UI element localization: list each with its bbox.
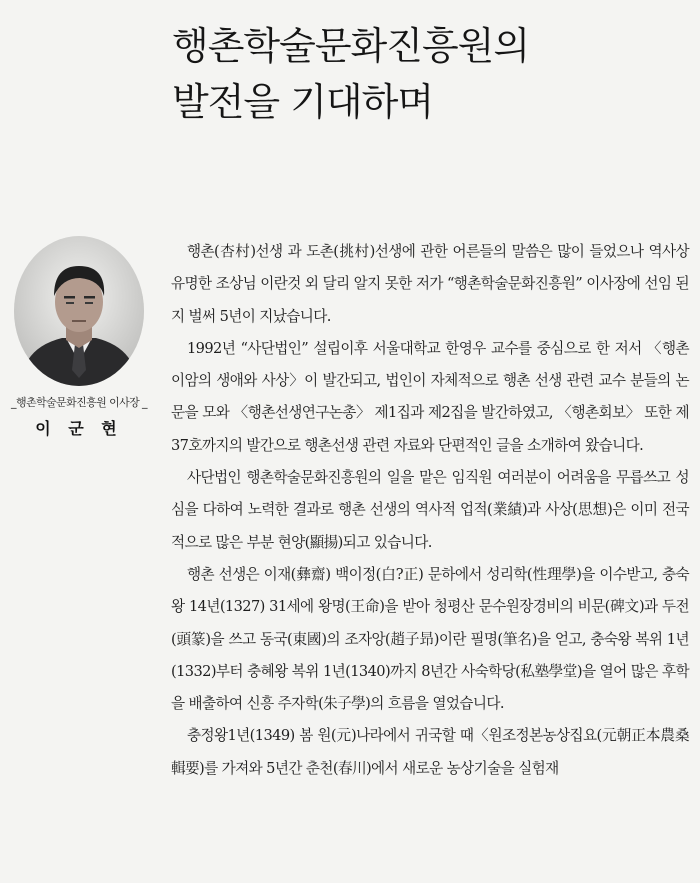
- portrait-illustration: [14, 236, 144, 386]
- paragraph: 1992년 “사단법인” 설립이후 서울대학교 한영우 교수를 중심으로 한 저서 〈행촌 이암의 생애와 사상〉이 발간되고, 법인이 자체적으로 행촌 선생 관련 교수 분들의 논문을 모와 〈행촌선생연구논총〉 제1집과 제2집을 발간하였고, 〈행촌회보〉 또한 제37호까지의 발간으로 행촌선생 관련 자료와 단편적인 글을 소개하여 왔습니다.: [171, 339, 689, 454]
- paragraph: 행촌 선생은 이재(彝齋) 백이정(白?正) 문하에서 성리학(性理學)을 이수받고, 충숙왕 14년(1327) 31세에 왕명(王命)을 받아 청평산 문수원장경비의 비문(碑文)과 두전(頭篆)을 쓰고 동국(東國)의 조자앙(趙子昻)이란 필명(筆名)을 얻고, 충숙왕 복위 1년(1332)부터 충혜왕 복위 1년(1340)까지 8년간 사숙학당(私塾學堂)을 열어 많은 후학을 배출하여 신흥 주자학(朱子學)의 흐름을 열었습니다.: [171, 565, 689, 713]
- paragraph: 사단법인 행촌학술문화진흥원의 일을 맡은 임직원 여러분이 어려움을 무릅쓰고 성심을 다하여 노력한 결과로 행촌 선생의 역사적 업적(業績)과 사상(思想)은 이미 전국적으로 많은 부분 현양(顯揚)되고 있습니다.: [171, 469, 689, 551]
- author-block: [0, 236, 158, 439]
- author-name: 이 군 현: [35, 419, 123, 438]
- portrait-photo-icon: [14, 236, 144, 386]
- paragraph: 행촌(杏村)선생 과 도촌(挑村)선생에 관한 어른들의 말씀은 많이 들었으나 역사상 유명한 조상님 이란것 외 달리 알지 못한 저가 “행촌학술문화진흥원” 이사장에 선임 된지 벌써 5년이 지났습니다.: [171, 243, 689, 325]
- article-body: [171, 236, 689, 785]
- page-title: [172, 18, 672, 130]
- title-line-1: 행촌학술문화진흥원의: [172, 24, 530, 68]
- title-line-2: 발전을 기대하며: [172, 80, 434, 124]
- paragraph: 충정왕1년(1349) 봄 원(元)나라에서 귀국할 때〈원조정본농상집요(元朝正本農桑輯要)를 가져와 5년간 춘천(春川)에서 새로운 농상기술을 실험재: [171, 727, 689, 777]
- author-role: _행촌학술문화진흥원 이사장 _: [11, 396, 147, 409]
